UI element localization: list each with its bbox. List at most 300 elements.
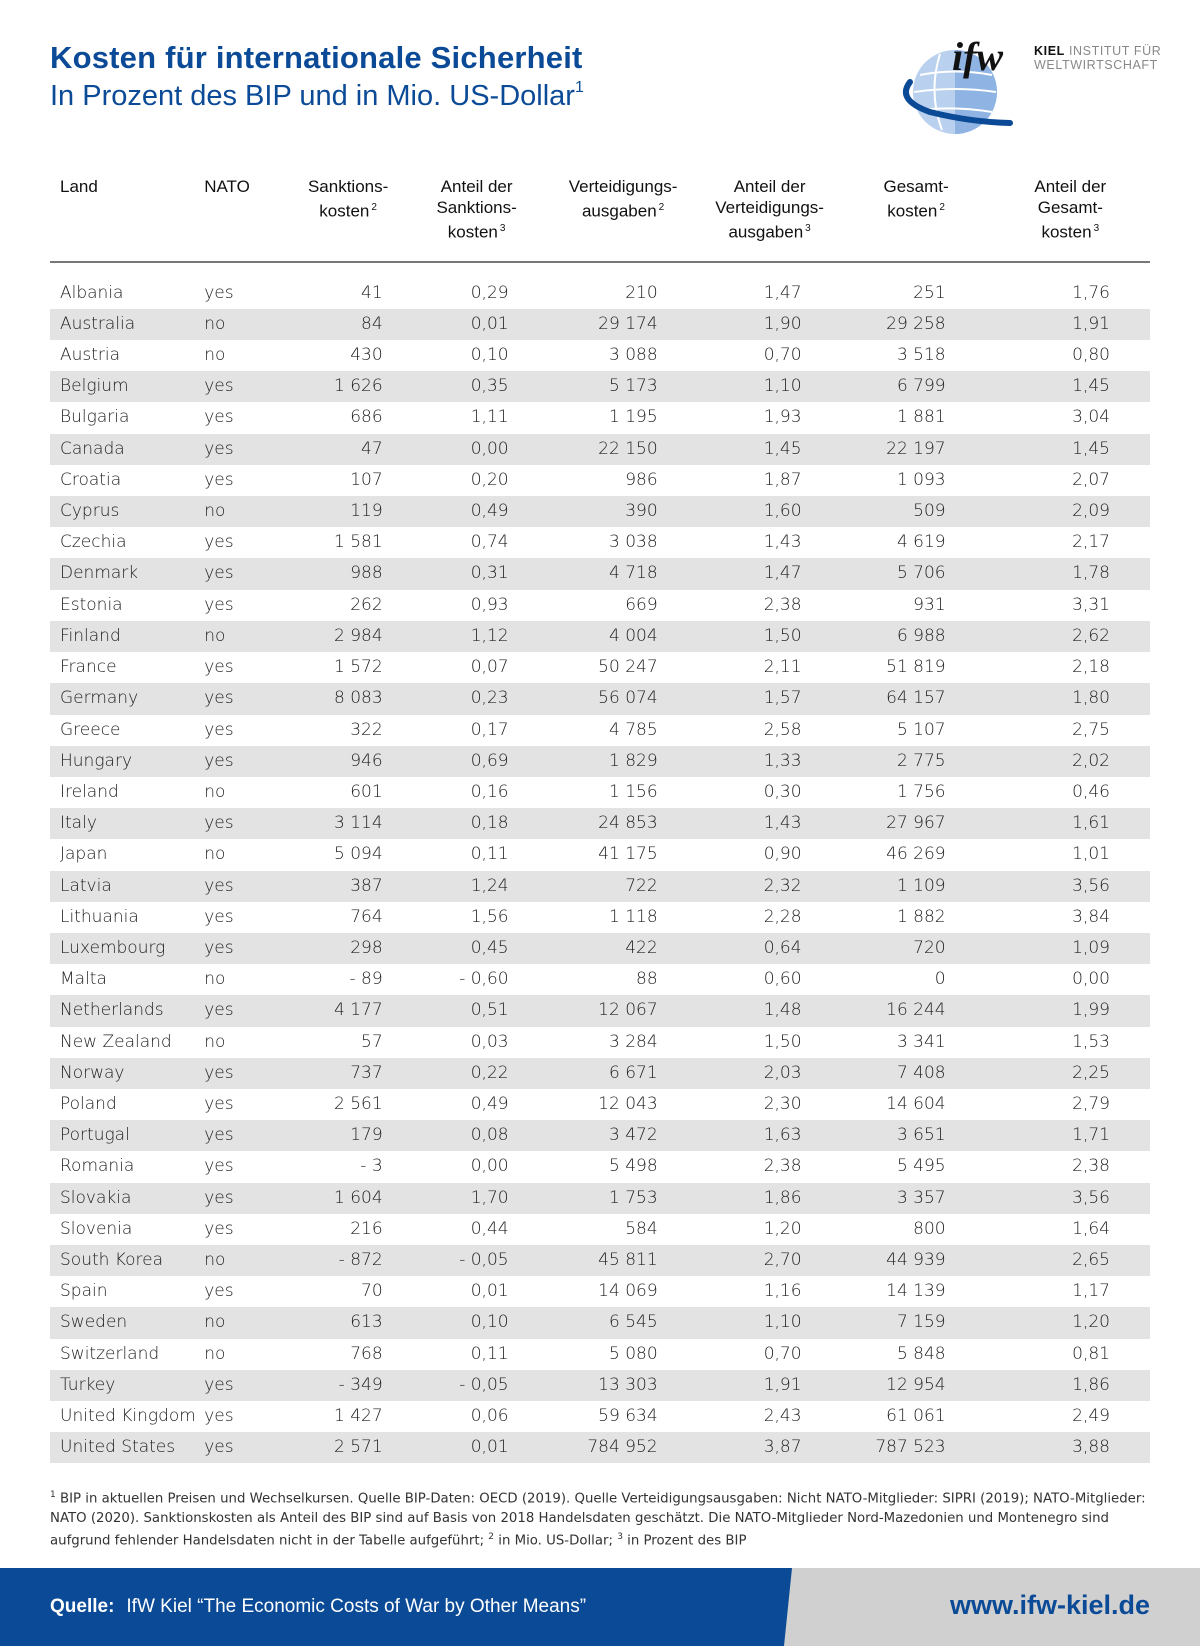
cell-verteidigungsausgaben: 1 118: [549, 902, 698, 933]
cell-gesamtkosten: 14 139: [842, 1276, 991, 1307]
cell-land: Netherlands: [50, 995, 204, 1026]
table-body: [50, 262, 1150, 1464]
cell-sanktionskosten: - 349: [292, 1370, 405, 1401]
cell-gesamtkosten: 14 604: [842, 1089, 991, 1120]
cell-sanktionskosten: 2 561: [292, 1089, 405, 1120]
cell-verteidigungsausgaben: 4 718: [549, 558, 698, 589]
cell-land: Slovakia: [50, 1183, 204, 1214]
table-row: [50, 964, 1150, 995]
cell-anteil-sanktionskosten: 0,00: [405, 434, 549, 465]
cell-anteil-sanktionskosten: 1,70: [405, 1183, 549, 1214]
cell-anteil-gesamtkosten: 2,18: [991, 652, 1150, 683]
cell-verteidigungsausgaben: 390: [549, 496, 698, 527]
cell-anteil-sanktionskosten: 0,01: [405, 309, 549, 340]
cell-anteil-gesamtkosten: 3,56: [991, 871, 1150, 902]
cell-land: New Zealand: [50, 1027, 204, 1058]
cell-anteil-verteidigungsausgaben: 1,43: [698, 808, 842, 839]
cell-gesamtkosten: 16 244: [842, 995, 991, 1026]
cell-gesamtkosten: 3 651: [842, 1120, 991, 1151]
cell-anteil-verteidigungsausgaben: 1,47: [698, 558, 842, 589]
cell-gesamtkosten: 509: [842, 496, 991, 527]
cell-anteil-sanktionskosten: - 0,05: [405, 1245, 549, 1276]
cell-verteidigungsausgaben: 4 004: [549, 621, 698, 652]
table-row: [50, 1027, 1150, 1058]
table-row: [50, 839, 1150, 870]
cell-verteidigungsausgaben: 24 853: [549, 808, 698, 839]
cell-verteidigungsausgaben: 422: [549, 933, 698, 964]
cell-anteil-gesamtkosten: 2,25: [991, 1058, 1150, 1089]
cell-anteil-sanktionskosten: 0,08: [405, 1120, 549, 1151]
footer-website-link[interactable]: www.ifw-kiel.de: [949, 1590, 1150, 1620]
cell-sanktionskosten: 1 604: [292, 1183, 405, 1214]
page-title: Kosten für internationale Sicherheit: [50, 40, 583, 75]
cell-anteil-gesamtkosten: 3,56: [991, 1183, 1150, 1214]
cell-nato: yes: [204, 995, 291, 1026]
cell-anteil-sanktionskosten: 0,01: [405, 1432, 549, 1463]
table-row: [50, 1370, 1150, 1401]
table-row: [50, 434, 1150, 465]
column-header-footnote-marker: 3: [497, 223, 506, 234]
cell-sanktionskosten: 84: [292, 309, 405, 340]
institute-name-bold: KIEL: [1034, 44, 1065, 58]
column-header-text: Gesamt-: [1037, 198, 1103, 217]
cell-anteil-verteidigungsausgaben: 2,11: [698, 652, 842, 683]
cell-verteidigungsausgaben: 59 634: [549, 1401, 698, 1432]
cell-sanktionskosten: 262: [292, 590, 405, 621]
cell-gesamtkosten: 3 357: [842, 1183, 991, 1214]
cell-nato: yes: [204, 1214, 291, 1245]
cell-verteidigungsausgaben: 12 043: [549, 1089, 698, 1120]
cell-anteil-gesamtkosten: 1,45: [991, 371, 1150, 402]
cell-nato: no: [204, 340, 291, 371]
cell-anteil-verteidigungsausgaben: 2,70: [698, 1245, 842, 1276]
cell-sanktionskosten: 8 083: [292, 683, 405, 714]
cell-anteil-gesamtkosten: 1,45: [991, 434, 1150, 465]
cell-sanktionskosten: 47: [292, 434, 405, 465]
cell-nato: yes: [204, 1058, 291, 1089]
cell-anteil-gesamtkosten: 0,80: [991, 340, 1150, 371]
cell-verteidigungsausgaben: 722: [549, 871, 698, 902]
cell-nato: yes: [204, 590, 291, 621]
cell-sanktionskosten: 946: [292, 746, 405, 777]
cell-anteil-verteidigungsausgaben: 1,86: [698, 1183, 842, 1214]
cell-land: Poland: [50, 1089, 204, 1120]
cell-anteil-sanktionskosten: 1,11: [405, 402, 549, 433]
cell-anteil-sanktionskosten: 0,16: [405, 777, 549, 808]
cell-land: Japan: [50, 839, 204, 870]
table-row: [50, 558, 1150, 589]
cell-anteil-gesamtkosten: 2,02: [991, 746, 1150, 777]
cell-anteil-sanktionskosten: 0,23: [405, 683, 549, 714]
cell-land: Italy: [50, 808, 204, 839]
cell-verteidigungsausgaben: 6 671: [549, 1058, 698, 1089]
cell-gesamtkosten: 1 881: [842, 402, 991, 433]
column-header-text: Gesamt-: [883, 177, 949, 196]
cell-land: Luxembourg: [50, 933, 204, 964]
cell-nato: no: [204, 621, 291, 652]
cell-land: Cyprus: [50, 496, 204, 527]
footer-source-label: Quelle:: [50, 1596, 115, 1617]
cell-verteidigungsausgaben: 1 195: [549, 402, 698, 433]
security-cost-table: [50, 170, 1150, 1463]
cell-nato: yes: [204, 871, 291, 902]
cell-nato: yes: [204, 278, 291, 309]
footnote-2-marker: 2: [488, 1532, 495, 1543]
cell-sanktionskosten: 764: [292, 902, 405, 933]
cell-verteidigungsausgaben: 1 753: [549, 1183, 698, 1214]
cell-anteil-sanktionskosten: 0,10: [405, 340, 549, 371]
cell-anteil-gesamtkosten: 2,07: [991, 465, 1150, 496]
cell-verteidigungsausgaben: 14 069: [549, 1276, 698, 1307]
column-header-nato: [204, 170, 291, 262]
cell-anteil-gesamtkosten: 1,61: [991, 808, 1150, 839]
column-header-text: Sanktions-: [307, 177, 389, 196]
table-row: [50, 715, 1150, 746]
column-header-text: ausgaben: [728, 222, 804, 242]
cell-nato: no: [204, 1245, 291, 1276]
cell-anteil-gesamtkosten: 0,46: [991, 777, 1150, 808]
cell-nato: yes: [204, 1432, 291, 1463]
cell-anteil-verteidigungsausgaben: 1,87: [698, 465, 842, 496]
cell-gesamtkosten: 4 619: [842, 527, 991, 558]
cell-sanktionskosten: - 872: [292, 1245, 405, 1276]
cell-anteil-gesamtkosten: 3,31: [991, 590, 1150, 621]
cell-anteil-gesamtkosten: 1,09: [991, 933, 1150, 964]
cell-anteil-sanktionskosten: 0,22: [405, 1058, 549, 1089]
footer-bar: [0, 1568, 1200, 1646]
cell-sanktionskosten: - 3: [292, 1151, 405, 1182]
cell-sanktionskosten: 119: [292, 496, 405, 527]
cell-sanktionskosten: 57: [292, 1027, 405, 1058]
cell-land: Austria: [50, 340, 204, 371]
cell-anteil-sanktionskosten: 0,31: [405, 558, 549, 589]
table-header-row: [50, 170, 1150, 262]
cell-nato: yes: [204, 371, 291, 402]
cell-anteil-verteidigungsausgaben: 1,90: [698, 309, 842, 340]
cell-land: Bulgaria: [50, 402, 204, 433]
column-header-sanktionskosten: [292, 170, 405, 262]
cell-land: Finland: [50, 621, 204, 652]
cell-land: Hungary: [50, 746, 204, 777]
column-header-text: NATO: [204, 177, 250, 196]
table-row: [50, 808, 1150, 839]
table-row: [50, 621, 1150, 652]
cell-anteil-gesamtkosten: 2,09: [991, 496, 1150, 527]
cell-verteidigungsausgaben: 1 829: [549, 746, 698, 777]
institute-name: [1034, 44, 1161, 72]
cell-anteil-gesamtkosten: 1,64: [991, 1214, 1150, 1245]
table-row: [50, 1183, 1150, 1214]
column-header-text: kosten: [319, 201, 370, 221]
table-row: [50, 1120, 1150, 1151]
cell-land: Portugal: [50, 1120, 204, 1151]
cell-nato: yes: [204, 527, 291, 558]
cell-anteil-sanktionskosten: 0,44: [405, 1214, 549, 1245]
column-header-text: Sanktions-: [436, 198, 517, 217]
cell-nato: no: [204, 1307, 291, 1338]
cell-verteidigungsausgaben: 1 156: [549, 777, 698, 808]
column-header-text: Verteidigungs-: [568, 177, 678, 196]
footnote-3-marker: 3: [617, 1532, 623, 1543]
cell-anteil-gesamtkosten: 2,62: [991, 621, 1150, 652]
cell-sanktionskosten: - 89: [292, 964, 405, 995]
cell-anteil-sanktionskosten: - 0,05: [405, 1370, 549, 1401]
cell-anteil-verteidigungsausgaben: 3,87: [698, 1432, 842, 1463]
cell-sanktionskosten: 3 114: [292, 808, 405, 839]
cell-anteil-sanktionskosten: 0,17: [405, 715, 549, 746]
column-header-land: [50, 170, 204, 262]
cell-anteil-sanktionskosten: 0,35: [405, 371, 549, 402]
column-header-anteil-gesamtkosten: [991, 170, 1150, 262]
table-row: [50, 278, 1150, 309]
column-header-anteil-verteidigungsausgaben: [698, 170, 842, 262]
cell-anteil-verteidigungsausgaben: 1,48: [698, 995, 842, 1026]
cell-sanktionskosten: 1 572: [292, 652, 405, 683]
cell-gesamtkosten: 1 109: [842, 871, 991, 902]
cell-land: Sweden: [50, 1307, 204, 1338]
cell-anteil-verteidigungsausgaben: 2,30: [698, 1089, 842, 1120]
cell-anteil-sanktionskosten: 1,24: [405, 871, 549, 902]
cell-sanktionskosten: 988: [292, 558, 405, 589]
cell-verteidigungsausgaben: 56 074: [549, 683, 698, 714]
cell-nato: yes: [204, 402, 291, 433]
column-header-anteil-sanktionskosten: [405, 170, 549, 262]
footnote-2-text: in Mio. US-Dollar;: [494, 1533, 618, 1549]
cell-gesamtkosten: 1 882: [842, 902, 991, 933]
cell-anteil-sanktionskosten: 0,49: [405, 1089, 549, 1120]
table-row: [50, 1058, 1150, 1089]
cell-anteil-verteidigungsausgaben: 1,20: [698, 1214, 842, 1245]
cell-anteil-gesamtkosten: 1,80: [991, 683, 1150, 714]
cell-nato: yes: [204, 1151, 291, 1182]
cell-anteil-sanktionskosten: 0,29: [405, 278, 549, 309]
cell-land: Spain: [50, 1276, 204, 1307]
cell-land: South Korea: [50, 1245, 204, 1276]
table-row: [50, 496, 1150, 527]
cell-nato: yes: [204, 1276, 291, 1307]
cell-land: Estonia: [50, 590, 204, 621]
cell-gesamtkosten: 22 197: [842, 434, 991, 465]
cell-nato: yes: [204, 1183, 291, 1214]
cell-anteil-verteidigungsausgaben: 0,70: [698, 340, 842, 371]
cell-gesamtkosten: 64 157: [842, 683, 991, 714]
cell-nato: yes: [204, 1370, 291, 1401]
cell-verteidigungsausgaben: 5 173: [549, 371, 698, 402]
cell-anteil-sanktionskosten: 0,11: [405, 1339, 549, 1370]
column-header-text: Land: [60, 177, 98, 196]
cell-anteil-gesamtkosten: 0,00: [991, 964, 1150, 995]
cell-nato: no: [204, 964, 291, 995]
cell-anteil-gesamtkosten: 1,17: [991, 1276, 1150, 1307]
cell-sanktionskosten: 737: [292, 1058, 405, 1089]
cell-anteil-gesamtkosten: 2,49: [991, 1401, 1150, 1432]
cell-gesamtkosten: 787 523: [842, 1432, 991, 1463]
table-row: [50, 1307, 1150, 1338]
cell-verteidigungsausgaben: 13 303: [549, 1370, 698, 1401]
cell-nato: no: [204, 777, 291, 808]
cell-gesamtkosten: 1 093: [842, 465, 991, 496]
cell-land: Latvia: [50, 871, 204, 902]
cell-sanktionskosten: 601: [292, 777, 405, 808]
table-row: [50, 933, 1150, 964]
cell-verteidigungsausgaben: 3 038: [549, 527, 698, 558]
cell-gesamtkosten: 1 756: [842, 777, 991, 808]
cell-land: Lithuania: [50, 902, 204, 933]
cell-sanktionskosten: 2 984: [292, 621, 405, 652]
cell-verteidigungsausgaben: 22 150: [549, 434, 698, 465]
cell-anteil-verteidigungsausgaben: 2,58: [698, 715, 842, 746]
cell-gesamtkosten: 27 967: [842, 808, 991, 839]
cell-gesamtkosten: 44 939: [842, 1245, 991, 1276]
cell-anteil-gesamtkosten: 1,86: [991, 1370, 1150, 1401]
column-header-text: Anteil der: [1034, 177, 1107, 196]
table-row: [50, 590, 1150, 621]
cell-sanktionskosten: 322: [292, 715, 405, 746]
cell-land: Australia: [50, 309, 204, 340]
cell-verteidigungsausgaben: 6 545: [549, 1307, 698, 1338]
column-header-gesamtkosten: [842, 170, 991, 262]
cell-anteil-verteidigungsausgaben: 0,70: [698, 1339, 842, 1370]
cell-anteil-sanktionskosten: 0,49: [405, 496, 549, 527]
cell-anteil-gesamtkosten: 2,17: [991, 527, 1150, 558]
cell-anteil-verteidigungsausgaben: 0,90: [698, 839, 842, 870]
cell-verteidigungsausgaben: 210: [549, 278, 698, 309]
cell-anteil-gesamtkosten: 3,04: [991, 402, 1150, 433]
cell-anteil-gesamtkosten: 3,88: [991, 1432, 1150, 1463]
cell-gesamtkosten: 5 706: [842, 558, 991, 589]
cell-verteidigungsausgaben: 50 247: [549, 652, 698, 683]
cell-gesamtkosten: 251: [842, 278, 991, 309]
cell-verteidigungsausgaben: 3 284: [549, 1027, 698, 1058]
cell-land: Norway: [50, 1058, 204, 1089]
cell-sanktionskosten: 298: [292, 933, 405, 964]
cell-gesamtkosten: 61 061: [842, 1401, 991, 1432]
cell-nato: yes: [204, 1401, 291, 1432]
table-row: [50, 902, 1150, 933]
cell-nato: yes: [204, 1089, 291, 1120]
cell-land: Denmark: [50, 558, 204, 589]
cell-nato: yes: [204, 683, 291, 714]
subtitle-footnote-marker: 1: [574, 79, 584, 97]
cell-gesamtkosten: 29 258: [842, 309, 991, 340]
cell-anteil-verteidigungsausgaben: 2,32: [698, 871, 842, 902]
footnotes: [50, 1486, 1150, 1551]
cell-anteil-sanktionskosten: 0,45: [405, 933, 549, 964]
cell-anteil-gesamtkosten: 1,71: [991, 1120, 1150, 1151]
cell-gesamtkosten: 12 954: [842, 1370, 991, 1401]
cell-gesamtkosten: 7 159: [842, 1307, 991, 1338]
cell-sanktionskosten: 768: [292, 1339, 405, 1370]
column-header-text: kosten: [887, 201, 938, 221]
cell-anteil-sanktionskosten: 0,18: [405, 808, 549, 839]
cell-nato: no: [204, 1339, 291, 1370]
cell-anteil-gesamtkosten: 1,53: [991, 1027, 1150, 1058]
cell-gesamtkosten: 6 799: [842, 371, 991, 402]
table-row: [50, 527, 1150, 558]
cell-land: Ireland: [50, 777, 204, 808]
cell-gesamtkosten: 46 269: [842, 839, 991, 870]
cell-nato: no: [204, 1027, 291, 1058]
cell-verteidigungsausgaben: 29 174: [549, 309, 698, 340]
subtitle-text: In Prozent des BIP und in Mio. US-Dollar: [50, 80, 575, 112]
cell-anteil-sanktionskosten: 1,56: [405, 902, 549, 933]
cell-anteil-gesamtkosten: 1,01: [991, 839, 1150, 870]
column-header-text: kosten: [447, 222, 498, 242]
cell-anteil-verteidigungsausgaben: 1,10: [698, 371, 842, 402]
cell-land: Slovenia: [50, 1214, 204, 1245]
table-row: [50, 777, 1150, 808]
cell-gesamtkosten: 3 518: [842, 340, 991, 371]
cell-anteil-gesamtkosten: 1,91: [991, 309, 1150, 340]
cell-sanktionskosten: 1 626: [292, 371, 405, 402]
cell-anteil-verteidigungsausgaben: 2,43: [698, 1401, 842, 1432]
cell-sanktionskosten: 4 177: [292, 995, 405, 1026]
cell-gesamtkosten: 720: [842, 933, 991, 964]
cell-anteil-verteidigungsausgaben: 1,43: [698, 527, 842, 558]
cell-anteil-sanktionskosten: 0,06: [405, 1401, 549, 1432]
cell-sanktionskosten: 1 581: [292, 527, 405, 558]
cell-anteil-gesamtkosten: 1,78: [991, 558, 1150, 589]
cell-land: Romania: [50, 1151, 204, 1182]
cell-gesamtkosten: 5 107: [842, 715, 991, 746]
cell-sanktionskosten: 2 571: [292, 1432, 405, 1463]
table-row: [50, 683, 1150, 714]
cell-sanktionskosten: 41: [292, 278, 405, 309]
cell-land: Canada: [50, 434, 204, 465]
cell-land: United Kingdom: [50, 1401, 204, 1432]
cell-anteil-sanktionskosten: 0,69: [405, 746, 549, 777]
table-row: [50, 1432, 1150, 1463]
cell-anteil-sanktionskosten: 0,00: [405, 1151, 549, 1182]
cell-anteil-gesamtkosten: 2,79: [991, 1089, 1150, 1120]
cell-land: Croatia: [50, 465, 204, 496]
cell-verteidigungsausgaben: 584: [549, 1214, 698, 1245]
table-row: [50, 871, 1150, 902]
cell-verteidigungsausgaben: 41 175: [549, 839, 698, 870]
cell-anteil-verteidigungsausgaben: 1,10: [698, 1307, 842, 1338]
cell-land: Germany: [50, 683, 204, 714]
cell-anteil-verteidigungsausgaben: 1,47: [698, 278, 842, 309]
cell-nato: yes: [204, 746, 291, 777]
table-row: [50, 1339, 1150, 1370]
cell-land: Switzerland: [50, 1339, 204, 1370]
cell-anteil-verteidigungsausgaben: 2,38: [698, 590, 842, 621]
cell-gesamtkosten: 6 988: [842, 621, 991, 652]
institute-name-line2: WELTWIRTSCHAFT: [1034, 58, 1158, 72]
column-header-footnote-marker: 2: [369, 202, 377, 213]
cell-anteil-sanktionskosten: 0,03: [405, 1027, 549, 1058]
table-row: [50, 1276, 1150, 1307]
cell-gesamtkosten: 5 495: [842, 1151, 991, 1182]
column-header-text: ausgaben: [581, 201, 657, 221]
footer-source: [50, 1596, 586, 1618]
cell-gesamtkosten: 800: [842, 1214, 991, 1245]
cell-gesamtkosten: 2 775: [842, 746, 991, 777]
column-header-footnote-marker: 2: [656, 202, 665, 213]
cell-nato: no: [204, 496, 291, 527]
cell-anteil-verteidigungsausgaben: 2,03: [698, 1058, 842, 1089]
cell-anteil-verteidigungsausgaben: 0,30: [698, 777, 842, 808]
cell-nato: yes: [204, 558, 291, 589]
cell-anteil-gesamtkosten: 2,65: [991, 1245, 1150, 1276]
column-header-text: Verteidigungs-: [715, 198, 824, 217]
cell-nato: yes: [204, 715, 291, 746]
table-row: [50, 309, 1150, 340]
cell-anteil-verteidigungsausgaben: 1,16: [698, 1276, 842, 1307]
cell-anteil-verteidigungsausgaben: 1,45: [698, 434, 842, 465]
table-row: [50, 1089, 1150, 1120]
cell-gesamtkosten: 5 848: [842, 1339, 991, 1370]
